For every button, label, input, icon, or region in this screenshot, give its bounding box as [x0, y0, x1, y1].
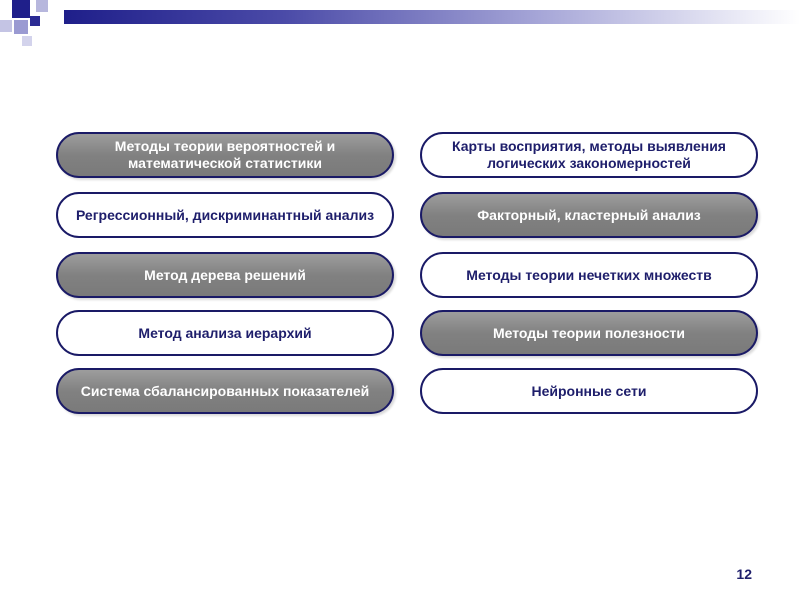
node-label: Метод дерева решений — [144, 266, 306, 283]
node-ahp — [56, 310, 394, 356]
header-gradient-bar — [64, 10, 800, 24]
node-prob-stat — [56, 132, 394, 178]
node-factor-cluster — [420, 192, 758, 238]
node-utility — [420, 310, 758, 356]
node-label: Карты восприятия, методы выявления логических закономерностей — [452, 138, 726, 171]
node-regression — [56, 192, 394, 238]
node-label: Факторный, кластерный анализ — [477, 206, 701, 223]
node-label: Нейронные сети — [531, 382, 647, 399]
node-fuzzy-sets — [420, 252, 758, 298]
node-label: Система сбалансированных показателей — [80, 382, 370, 399]
node-label: Методы теории полезности — [492, 324, 686, 341]
node-neural — [420, 368, 758, 414]
page-number: 12 — [736, 566, 752, 582]
node-bsc — [56, 368, 394, 414]
node-label: Регрессионный, дискриминантный анализ — [75, 206, 375, 223]
node-decision-tree — [56, 252, 394, 298]
node-label: Метод анализа иерархий — [138, 324, 312, 341]
node-label: Методы теории вероятностей и математической статистики — [114, 138, 336, 171]
corner-decoration — [0, 0, 64, 48]
node-label: Методы теории нечетких множеств — [466, 266, 712, 283]
node-perception-maps — [420, 132, 758, 178]
